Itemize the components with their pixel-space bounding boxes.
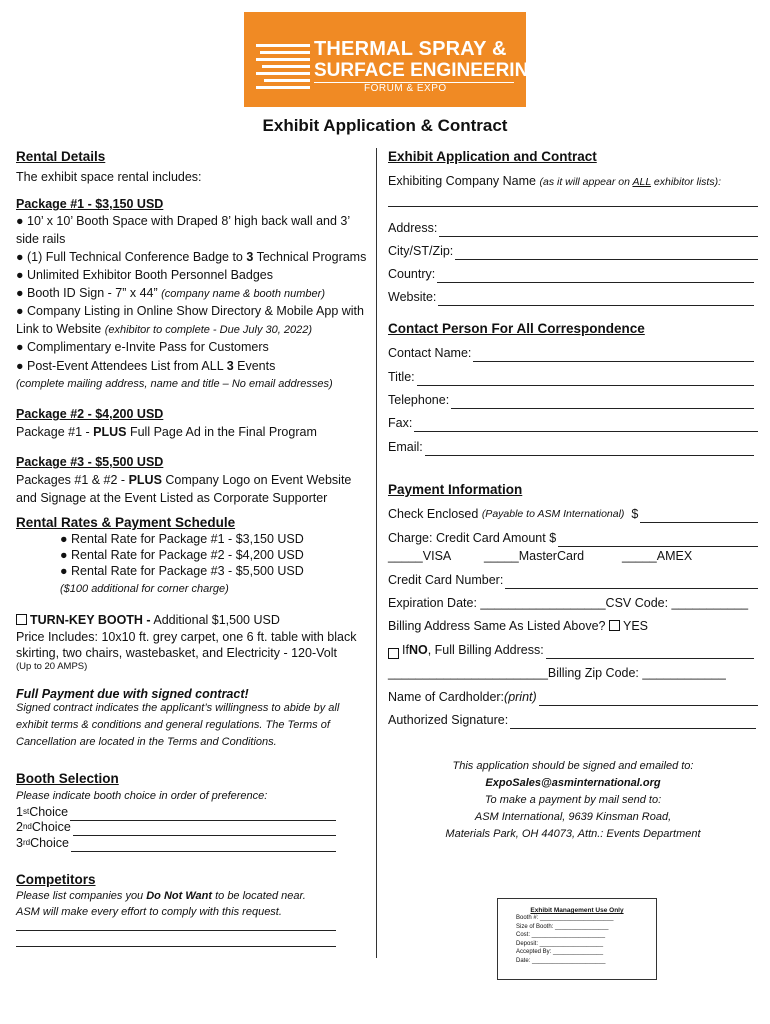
logo-stripes-icon (256, 42, 310, 94)
address-row: Address: (388, 219, 758, 237)
column-divider (376, 148, 377, 958)
turnkey-checkbox[interactable] (16, 614, 27, 625)
visa-option[interactable]: _____VISA (388, 549, 452, 563)
pkg1-item-link: Link to Website (exhibitor to complete - Due July 30, 2022) (16, 322, 312, 336)
telephone-row: Telephone: (388, 391, 754, 409)
rate-package-3: ● Rental Rate for Package #3 - $5,500 USD (60, 564, 304, 578)
city-row: City/ST/Zip: (388, 242, 758, 260)
cc-number-field[interactable] (505, 577, 758, 589)
website-row: Website: (388, 288, 754, 306)
competitors-field-2[interactable] (16, 946, 336, 947)
address-field[interactable] (439, 225, 758, 237)
telephone-field[interactable] (451, 397, 754, 409)
mgmt-cost: Cost: ______________________ (516, 932, 606, 938)
pkg1-item-attendees: ● Post-Event Attendees List from ALL 3 Events (16, 359, 276, 373)
event-logo (244, 12, 544, 107)
fax-row: Fax: (388, 414, 758, 432)
website-field[interactable] (438, 294, 754, 306)
booth-selection-heading: Booth Selection (16, 771, 119, 786)
mgmt-accepted-by: Accepted By: _______________ (516, 949, 604, 955)
charge-amount-field[interactable] (558, 535, 758, 547)
billing-zip-row[interactable]: _______________________Billing Zip Code: ____________ (388, 666, 726, 680)
billing-no-checkbox[interactable] (388, 648, 399, 659)
turnkey-includes: Price Includes: 10x10 ft. grey carpet, one 6 ft. table with black (16, 630, 357, 644)
booth-selection-intro: Please indicate booth choice in order of preference: (16, 790, 268, 802)
mastercard-option[interactable]: _____MasterCard (484, 549, 585, 563)
contact-heading: Contact Person For All Correspondence (388, 321, 645, 336)
charge-row: Charge: Credit Card Amount $ (388, 529, 758, 547)
cc-number-row: Credit Card Number: (388, 571, 758, 589)
contact-name-row: Contact Name: (388, 344, 754, 362)
application-heading: Exhibit Application and Contract (388, 149, 597, 164)
pkg1-item-invite: ● Complimentary e-Invite Pass for Customers (16, 340, 269, 354)
signature-row: Authorized Signature: (388, 711, 756, 729)
management-heading: Exhibit Management Use Only (530, 907, 624, 914)
company-name-label: Exhibiting Company Name (as it will appear on ALL exhibitor lists): (388, 174, 722, 188)
pkg1-item-booth: ● 10’ x 10’ Booth Space with Draped 8’ high back wall and 3’ (16, 214, 351, 228)
pkg1-item-rails: side rails (16, 232, 66, 246)
billing-address-row: If NO , Full Billing Address: (388, 641, 754, 659)
check-amount-field[interactable] (640, 511, 758, 523)
competitors-intro: Please list companies you Do Not Want to be located near. (16, 890, 306, 902)
fax-field[interactable] (414, 420, 758, 432)
package-3-description: Packages #1 & #2 - PLUS Company Logo on Event Website (16, 473, 352, 487)
billing-address-field[interactable] (546, 647, 754, 659)
pkg1-item-listing: ● Company Listing in Online Show Directory & Mobile App with (16, 304, 364, 318)
page-title: Exhibit Application & Contract (262, 116, 508, 135)
check-enclosed-row: Check Enclosed (Payable to ASM International) $ (388, 505, 758, 523)
mgmt-booth: Booth #: ______________________ (516, 915, 614, 921)
expiration-csv-row[interactable]: Expiration Date: __________________CSV Code: ___________ (388, 596, 749, 610)
package-3-heading: Package #3 - $5,500 USD (16, 455, 164, 469)
notice-line-1: This application should be signed and emailed to: (452, 760, 694, 772)
signed-contract-text-2: exhibit terms & conditions and general regulations. The Terms of (16, 719, 330, 731)
notice-line-5: Materials Park, OH 44073, Attn.: Events Department (445, 828, 701, 840)
turnkey-booth-option[interactable]: TURN-KEY BOOTH - Additional $1,500 USD (16, 611, 280, 629)
mgmt-date: Date: ______________________ (516, 957, 606, 964)
turnkey-includes-2: skirting, two chairs, wastebasket, and Electricity - 120-Volt (16, 646, 337, 660)
package-3-description-2: and Signage at the Event Listed as Corporate Supporter (16, 491, 328, 505)
notice-email[interactable]: ExpoSales@asminternational.org (485, 777, 661, 789)
email-field[interactable] (425, 444, 754, 456)
rates-heading: Rental Rates & Payment Schedule (16, 515, 236, 530)
mgmt-deposit: Deposit: ___________________ (516, 940, 604, 947)
cardholder-row: Name of Cardholder: (print) (388, 688, 758, 706)
competitors-field-1[interactable] (16, 930, 336, 931)
billing-same-checkbox[interactable] (609, 620, 620, 631)
pkg1-item-personnel: ● Unlimited Exhibitor Booth Personnel Badges (16, 268, 273, 282)
booth-choice-2[interactable]: 2 nd Choice (16, 818, 336, 836)
signed-contract-text-3: Cancellation are located in the Terms and Conditions. (16, 736, 277, 748)
rental-intro: The exhibit space rental includes: (16, 170, 202, 184)
pkg1-item-badge: ● (1) Full Technical Conference Badge to 3 Technical Programs (16, 250, 367, 264)
contact-name-field[interactable] (473, 350, 754, 362)
booth-choice-3-field[interactable] (71, 840, 336, 852)
package-2-description: Package #1 - PLUS Full Page Ad in the Final Program (16, 425, 317, 439)
pkg1-attendees-note: (complete mailing address, name and title – No email addresses) (16, 378, 333, 390)
amex-option[interactable]: _____AMEX (622, 549, 693, 563)
mgmt-size: Size of Booth: ________________ (516, 923, 609, 930)
contact-title-row: Title: (388, 368, 754, 386)
country-field[interactable] (437, 271, 754, 283)
country-row: Country: (388, 265, 754, 283)
signature-field[interactable] (510, 717, 756, 729)
package-2-heading: Package #2 - $4,200 USD (16, 407, 164, 421)
logo-line-2: SURFACE ENGINEERING (314, 60, 544, 81)
turnkey-amps: (Up to 20 AMPS) (16, 661, 88, 672)
payment-heading: Payment Information (388, 482, 523, 497)
company-name-field[interactable] (388, 206, 758, 207)
rate-package-1: ● Rental Rate for Package #1 - $3,150 USD (60, 532, 304, 546)
notice-line-4: ASM International, 9639 Kinsman Road, (474, 811, 672, 823)
competitors-note: ASM will make every effort to comply with this request. (16, 906, 282, 918)
package-1-heading: Package #1 - $3,150 USD (16, 197, 164, 211)
logo-line-1: THERMAL SPRAY & (314, 38, 507, 60)
cardholder-field[interactable] (539, 694, 758, 706)
billing-same-row[interactable]: Billing Address Same As Listed Above? YES (388, 619, 648, 633)
pkg1-item-sign: ● Booth ID Sign - 7” x 44” (company name & booth number) (16, 286, 325, 300)
rate-package-2: ● Rental Rate for Package #2 - $4,200 USD (60, 548, 304, 562)
corner-charge-note: ($100 additional for corner charge) (60, 583, 229, 595)
management-use-box (497, 898, 657, 980)
signed-contract-text-1: Signed contract indicates the applicant’s willingness to abide by all (16, 702, 340, 714)
city-field[interactable] (455, 248, 758, 260)
notice-line-3: To make a payment by mail send to: (484, 794, 662, 806)
rental-details-heading: Rental Details (16, 149, 106, 164)
contact-title-field[interactable] (417, 374, 754, 386)
booth-choice-3[interactable]: 3 rd Choice (16, 834, 336, 852)
full-payment-notice: Full Payment due with signed contract! (16, 687, 249, 701)
booth-choice-1[interactable]: 1 st Choice (16, 803, 336, 821)
logo-line-3: FORUM & EXPO (364, 83, 447, 94)
email-row: Email: (388, 438, 754, 456)
competitors-heading: Competitors (16, 872, 96, 887)
